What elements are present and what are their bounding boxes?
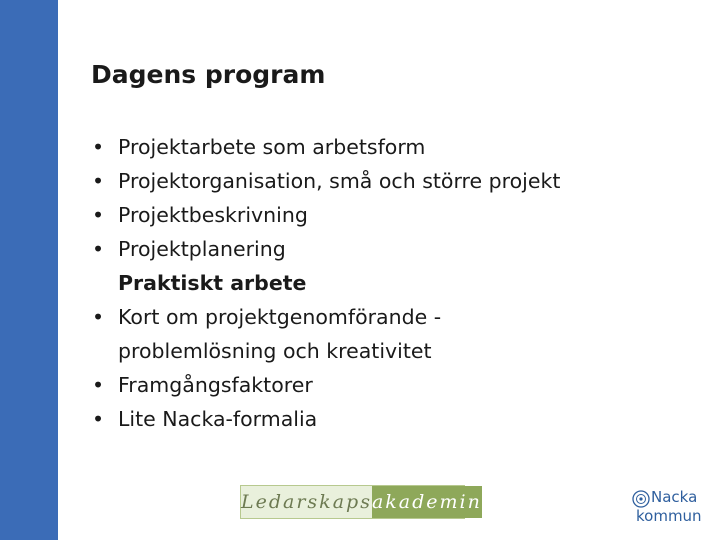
agenda-item-text: Projektarbete som arbetsform [118, 135, 426, 159]
agenda-item [88, 300, 688, 368]
agenda-item [88, 198, 688, 232]
bullet-dot: • [91, 237, 105, 261]
agenda-item-text: Projektplanering [118, 237, 286, 261]
agenda-item-text: Framgångsfaktorer [118, 373, 313, 397]
bullet-dot: • [91, 407, 105, 431]
slide-title: Dagens program [91, 60, 326, 89]
agenda-item-text: Kort om projektgenomförande - [118, 305, 442, 329]
nacka-kommun-logo [632, 488, 712, 528]
agenda-item-text: problemlösning och kreativitet [118, 339, 432, 363]
agenda-item [88, 368, 688, 402]
bullet-dot: • [91, 305, 105, 329]
bullet-dot: • [91, 203, 105, 227]
ledarskapsakademin-logo-part1: Ledarskaps [241, 486, 372, 518]
agenda-item [88, 164, 688, 198]
nacka-logo-line1: Nacka [651, 488, 698, 506]
agenda-item [88, 130, 688, 164]
left-accent-bar [0, 0, 58, 540]
agenda-item-text: Lite Nacka-formalia [118, 407, 318, 431]
bullet-dot: • [91, 135, 105, 159]
agenda-item-text: Projektorganisation, små och större projekt [118, 169, 561, 193]
agenda-subheading: Praktiskt arbete [118, 271, 307, 295]
agenda-item [88, 232, 688, 266]
ledarskapsakademin-logo-part2: akademin [372, 486, 482, 518]
nacka-logo-line2: kommun [636, 507, 702, 525]
nacka-seal-icon [632, 490, 650, 508]
agenda-list [88, 130, 688, 436]
bullet-dot: • [91, 373, 105, 397]
agenda-item [88, 402, 688, 436]
bullet-dot: • [91, 169, 105, 193]
ledarskapsakademin-logo [240, 485, 482, 519]
agenda-item-text: Projektbeskrivning [118, 203, 308, 227]
